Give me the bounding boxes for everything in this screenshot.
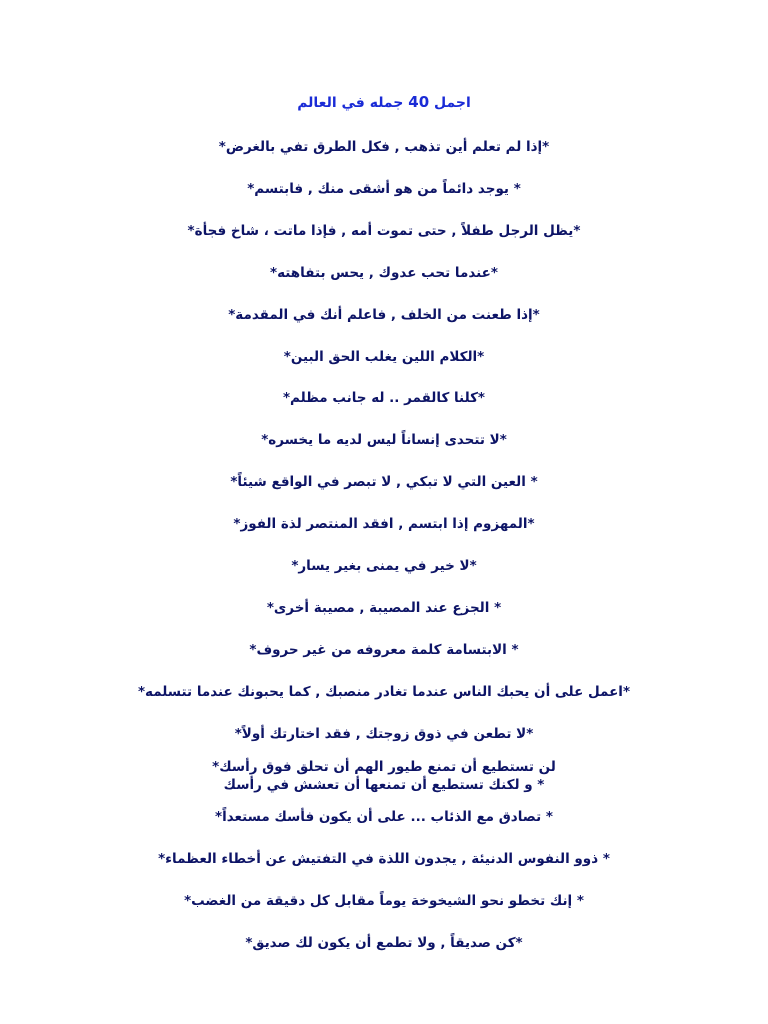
quote-line: * العين التي لا تبكي , لا تبصر في الواقع شيئاً*: [230, 474, 538, 491]
title-prefix: اجمل: [434, 95, 471, 111]
quote-line: * الجزع عند المصيبة , مصيبة أخرى*: [266, 599, 502, 616]
quote-item: [0, 850, 768, 868]
quote-item: [0, 138, 768, 156]
quote-line: *اعمل على أن يحبك الناس عندما تغادر منصبك , كما يحبونك عندما تتسلمه*: [138, 683, 630, 700]
quote-item: [0, 431, 768, 449]
quote-line: * تصادق مع الذئاب ... على أن يكون فأسك مستعداً*: [215, 809, 553, 826]
quote-item: [0, 892, 768, 910]
quote-line: * يوجد دائماً من هو أشقى منك , فابتسم*: [247, 180, 521, 197]
quote-line: * و لكنك تستطيع أن تمنعها أن تعشش في رأسك: [223, 776, 545, 793]
quote-line: *عندما تحب عدوك , يحس بتفاهته*: [270, 264, 498, 281]
quote-item: [0, 557, 768, 575]
quote-line: *المهزوم إذا ابتسم , افقد المنتصر لذة الفوز*: [233, 516, 535, 533]
quote-item: [0, 725, 768, 743]
quote-line: *إذا لم تعلم أين تذهب , فكل الطرق تفي بالغرض*: [218, 139, 550, 155]
quote-line: * ذوو النفوس الدنيئة , يجدون اللذة في التفتيش عن أخطاء العظماء*: [158, 851, 610, 868]
quote-line: *لا تتحدى إنساناً ليس لديه ما يخسره*: [261, 432, 507, 449]
quote-line: *الكلام اللين يغلب الحق البين*: [283, 348, 485, 365]
quote-line: *لا تطعن في ذوق زوجتك , فقد اختارتك أولاً*: [234, 725, 534, 742]
quote-item: [0, 222, 768, 240]
quote-line: *يظل الرجل طفلاً , حتى تموت أمه , فإذا ماتت ، شاخ فجأة*: [187, 222, 581, 239]
quote-line: *لا خير في يمنى بغير يسار*: [291, 558, 477, 574]
quote-item: [0, 934, 768, 952]
quote-item: [0, 758, 768, 794]
quote-item: [0, 515, 768, 533]
quote-item: [0, 683, 768, 701]
quote-item: [0, 389, 768, 407]
quote-item: [0, 348, 768, 366]
quote-line: * إنك تخطو نحو الشيخوخة يوماً مقابل كل دقيقة من الغضب*: [184, 893, 584, 910]
quote-line: لن تستطيع أن تمنع طيور الهم أن تحلق فوق رأسك*: [212, 758, 556, 775]
quote-item: [0, 641, 768, 659]
quote-item: [0, 180, 768, 198]
quote-item: [0, 599, 768, 617]
quote-item: [0, 473, 768, 491]
title-number: 40: [408, 93, 430, 111]
quote-line: *إذا طعنت من الخلف , فاعلم أنك في المقدمة*: [228, 306, 540, 323]
quote-line: * الابتسامة كلمة معروفه من غير حروف*: [249, 641, 519, 658]
quote-item: [0, 306, 768, 324]
quote-line: *كن صديقاً , ولا تطمع أن يكون لك صديق*: [245, 935, 523, 952]
title-suffix: جمله في العالم: [297, 95, 404, 111]
quote-line: *كلنا كالقمر .. له جانب مظلم*: [283, 390, 485, 407]
quote-item: [0, 264, 768, 282]
quote-item: [0, 808, 768, 826]
